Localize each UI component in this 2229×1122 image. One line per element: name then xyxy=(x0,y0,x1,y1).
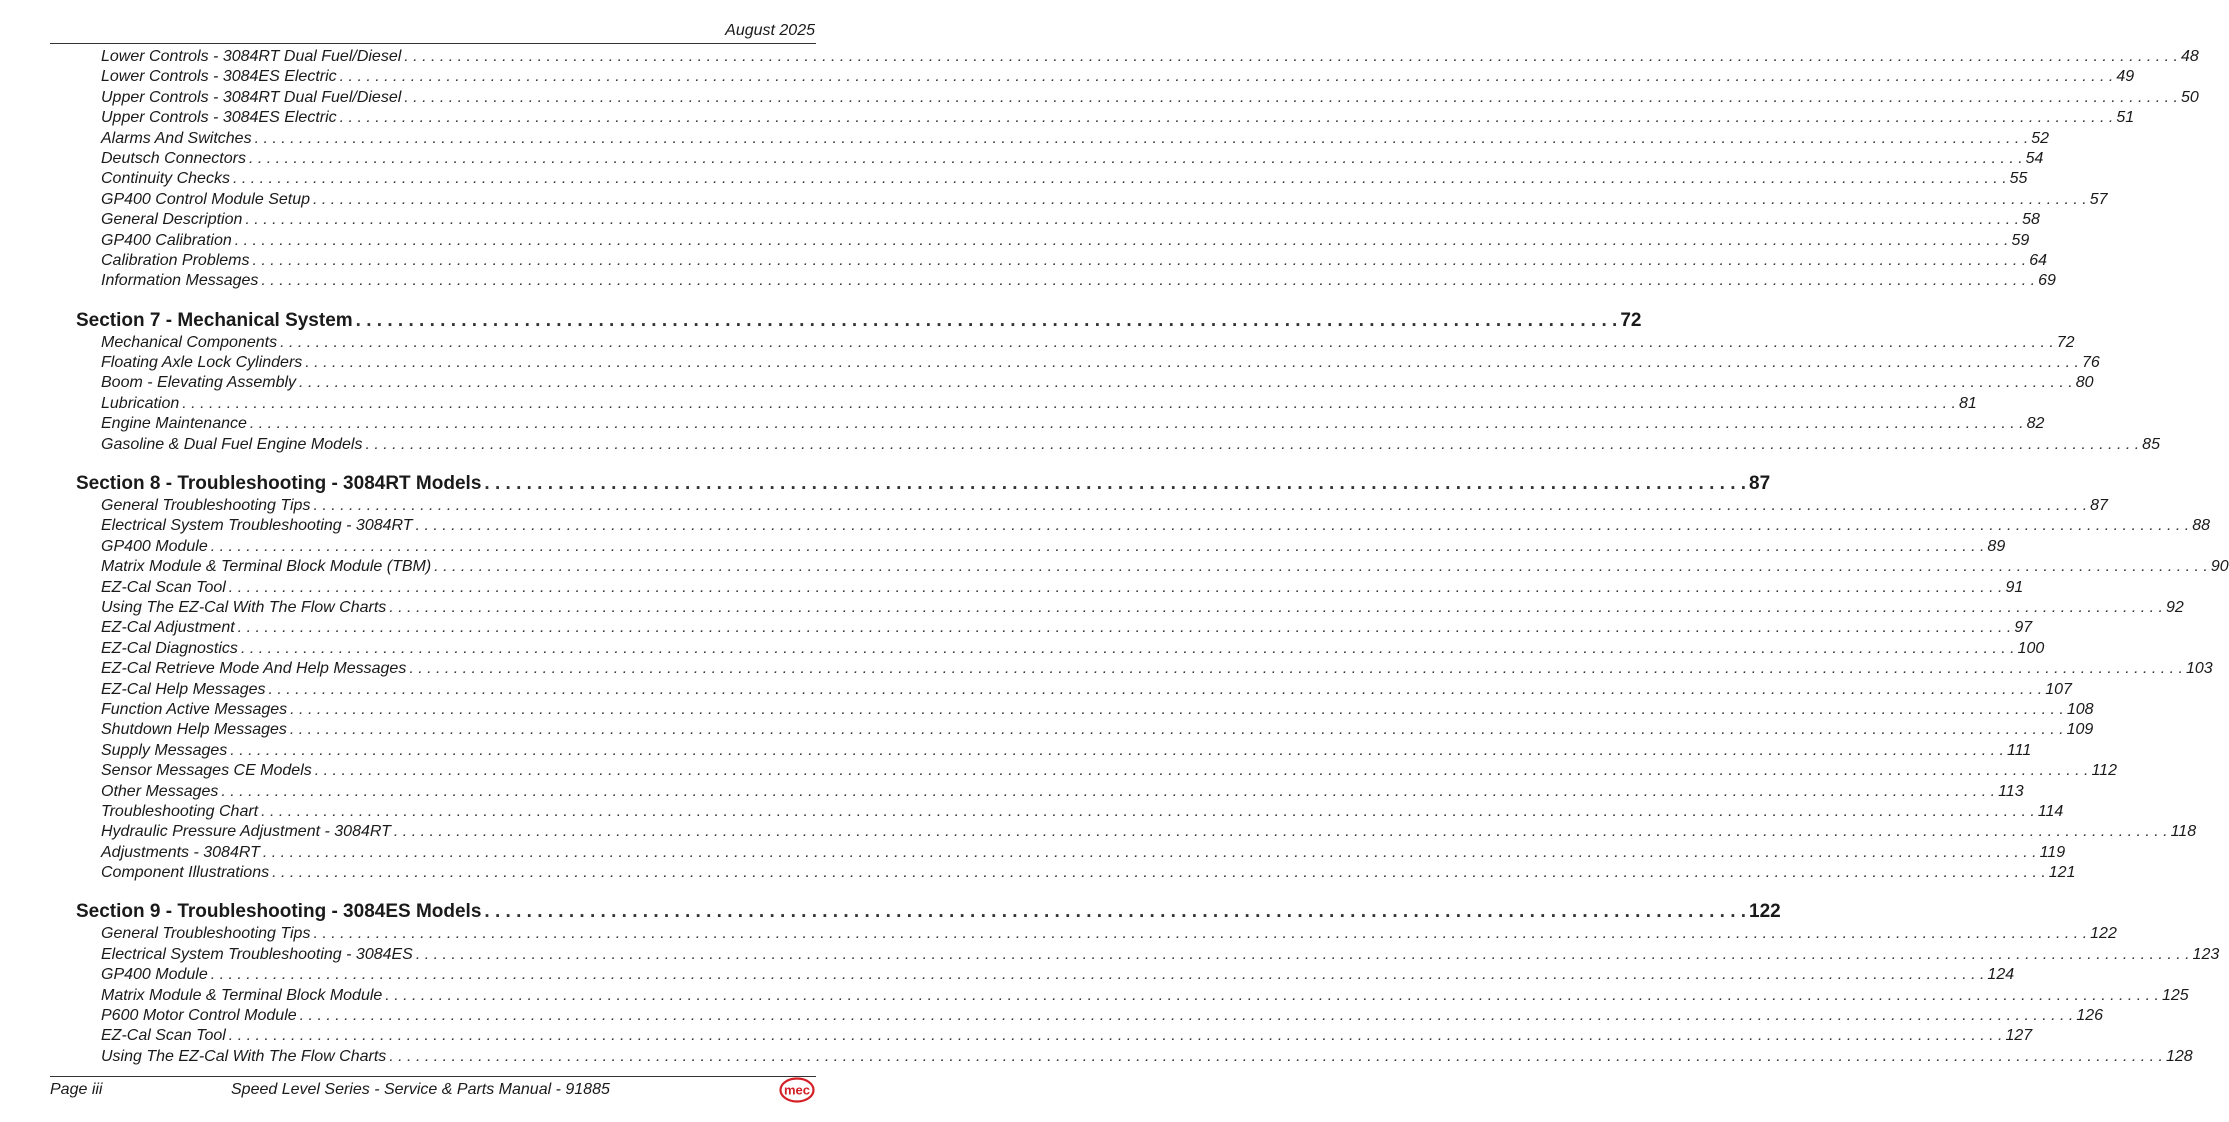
toc-entry[interactable] xyxy=(50,108,2135,128)
entry-page-number: 112 xyxy=(2091,762,2117,780)
dot-leader: . . . . . . . . . . . . . . . . . . . . . . . . . . . . . . . . . . . . . . . . . . . . . . . . . . . . . . . . . . . . . . . . . . . . . . . . . . . . . . . . . . . . . . . . . . . . . . . . . . . . . . . . . . . . . . . . . . . . . . . . . . . . . . . . . . . . . . . . . . . . . . . . . . . . . . . . . . . . . . . . . . . . . . . . . . . . . . . . . . . . . . . . . . . . . . . . . . . . . . . . xyxy=(240,639,2015,657)
entry-page-number: 119 xyxy=(2039,843,2066,861)
entry-title: EZ-Cal Help Messages xyxy=(101,680,266,698)
dot-leader: . . . . . . . . . . . . . . . . . . . . . . . . . . . . . . . . . . . . . . . . . . . . . . . . . . . . . . . . . . . . . . . . . . . . . . . . . . . . . . . . . . . . . . . . . . . . . . . . . . . . . . . . . . . . . . . . . . . . . . . . . . . . . . . . . . . . . . . . . . . . . . . . . . . . . . . . . . . . . . . . . . . . . . . . . . . . . . . . . . . . . . . . . . . . . . . . . . . . . . . . xyxy=(249,415,2024,433)
entry-page-number: 100 xyxy=(2017,639,2045,657)
toc-entry[interactable] xyxy=(50,802,2064,822)
toc-entry[interactable] xyxy=(50,945,2220,965)
entry-page-number: 85 xyxy=(2142,435,2160,453)
entry-title: Boom - Elevating Assembly xyxy=(101,374,297,392)
toc-entry[interactable] xyxy=(50,435,2160,455)
entry-title: Lower Controls - 3084RT Dual Fuel/Diesel xyxy=(101,48,402,65)
entry-page-number: 121 xyxy=(2048,864,2076,882)
toc-entry[interactable] xyxy=(50,720,2094,740)
entry-title: Other Messages xyxy=(101,782,219,800)
entry-title: Matrix Module & Terminal Block Module xyxy=(101,986,383,1004)
entry-title: Lower Controls - 3084ES Electric xyxy=(101,68,337,86)
entry-page-number: 52 xyxy=(2031,129,2050,147)
entry-title: Electrical System Troubleshooting - 3084ES xyxy=(101,945,413,963)
entry-title: Component Illustrations xyxy=(101,864,270,882)
entry-page-number: 81 xyxy=(1958,394,1977,412)
entry-page-number: 122 xyxy=(2090,925,2117,943)
footer-page-number: Page iii xyxy=(50,1081,103,1098)
dot-leader: . . . . . . . . . . . . . . . . . . . . . . . . . . . . . . . . . . . . . . . . . . . . . . . . . . . . . . . . . . . . . . . . . . . . . . . . . . . . . . . . . . . . . . . . . . . . . . . . . . . . . . . . . . . . . . . . . . . . . . . . . . . . . . . . . . . . . . . . . . . . . . . . . . . . . . . . . . . . . . . . . . . . . . . . . . . . . . . . . . . . . . . . . . . . . . . . . . . . . . . . xyxy=(182,394,1956,412)
entry-page-number: 50 xyxy=(2180,88,2199,106)
dot-leader: . . . . . . . . . . . . . . . . . . . . . . . . . . . . . . . . . . . . . . . . . . . . . . . . . . . . . . . . . . . . . . . . . . . . . . . . . . . . . . . . . . . . . . . . . . . . . . . . . . . . . . . . . . . . . . . . . . . . . . . . . . . . . . . . . . . . . . . . . . . . . . . . . . . . . . . . . . . . . . . . . . . . . . . . . . . . . . . . . . . . . . . . . . . . . . . . . . . . . . . . xyxy=(404,88,2178,106)
toc-entry[interactable] xyxy=(50,67,2135,87)
entry-title: Floating Axle Lock Cylinders xyxy=(101,354,303,372)
dot-leader: . . . . . . . . . . . . . . . . . . . . . . . . . . . . . . . . . . . . . . . . . . . . . . . . . . . . . . . . . . . . . . . . . . . . . . . . . . . . . . . . . . . . . . . . . . . . . . . . . . . . . . . . . . . . . . . . . . . . . . . . . . . . . . . . . . . . . . . . . . . . . . . . . . . . . . . . . . . . . . . . . . . . . . . . . . . . . . . . . . . . . . . . . . . . . . . . . . . . . . . . xyxy=(262,843,2037,861)
header-date: August 2025 xyxy=(725,22,815,39)
section-page-number: 122 xyxy=(1749,901,1781,923)
toc-entry[interactable] xyxy=(50,680,2072,700)
entry-page-number: 92 xyxy=(2165,598,2184,616)
toc-entry[interactable] xyxy=(50,761,2117,781)
entry-page-number: 113 xyxy=(1998,782,2024,800)
dot-leader: . . . . . . . . . . . . . . . . . . . . . . . . . . . . . . . . . . . . . . . . . . . . . . . . . . . . . . . . . . . . . . . . . . . . . . . . . . . . . . . . . . . . . . . . . . . . . . . . . . . . . . . . . . . . . . . . . . . . . . . . . . . . . . . . . . . . . . . . . . . . . . . . . . . . . . . . . . . . . . . . . . . . . . . . . . . . . . . . . . . . . . . . . . . . . . . . . . . . . . . . xyxy=(299,1007,2074,1025)
entry-page-number: 80 xyxy=(2075,374,2094,392)
entry-page-number: 55 xyxy=(2009,170,2028,188)
entry-page-number: 82 xyxy=(2026,415,2045,433)
table-of-contents xyxy=(50,47,2229,1067)
toc-entry[interactable] xyxy=(50,557,2229,577)
toc-entry[interactable] xyxy=(50,190,2108,210)
toc-entry[interactable] xyxy=(50,863,2076,883)
entry-page-number: 88 xyxy=(2192,517,2211,535)
entry-page-number: 128 xyxy=(2165,1047,2193,1065)
dot-leader: . . . . . . . . . . . . . . . . . . . . . . . . . . . . . . . . . . . . . . . . . . . . . . . . . . . . . . . . . . . . . . . . . . . . . . . . . . . . . . . . . . . . . . . . . . . . . . . . . . . . . . . . . . . . . . . . . . . . . . . . . . . . . . . . . . . . . . . . . . . . . . . . . . . . . . . . . . . . . . . . . . . . . . . . . . . . . . . . . . . . . . . . . . . . . . . . . . . . . . . . xyxy=(228,1027,2003,1045)
entry-title: EZ-Cal Diagnostics xyxy=(101,639,238,657)
dot-leader: . . . . . . . . . . . . . . . . . . . . . . . . . . . . . . . . . . . . . . . . . . . . . . . . . . . . . . . . . . . . . . . . . . . . . . . . . . . . . . . . . . . . . . . . . . . . . . . . . . . . . . . . . . . . . . . . . . . . . . . . . . . . . . . . . . . . . . . . . . . . . . . . . . . . . . . . . . . . . . . . . . . . . . . . . . . . . . . . . . . . . . . . . . . . . . . . . . . . . . . . xyxy=(305,354,2079,372)
entry-title: Gasoline & Dual Fuel Engine Models xyxy=(101,435,363,453)
entry-title: EZ-Cal Scan Tool xyxy=(101,578,226,596)
section-title: Section 8 - Troubleshooting - 3084RT Models xyxy=(76,473,482,495)
entry-page-number: 124 xyxy=(1987,966,2015,984)
entry-title: Deutsch Connectors xyxy=(101,149,246,167)
entry-page-number: 76 xyxy=(2081,354,2100,372)
entry-title: Calibration Problems xyxy=(101,251,250,269)
entry-page-number: 54 xyxy=(2025,149,2044,167)
toc-entry[interactable] xyxy=(50,639,2045,659)
dot-leader: . . . . . . . . . . . . . . . . . . . . . . . . . . . . . . . . . . . . . . . . . . . . . . . . . . . . . . . . . . . . . . . . . . . . . . . . . . . . . . . . . . . . . . . . . . . . . . . . . . . . . . . . . . . . . . . . . . . . . . . . . . . . . . . . . . . . . . . . . . . . . . . . . . . . . . . . . . . . . . . . . . . . . . . . . . . . . . . . . . . . . . . . . . . . . . . . . . . . . . . . xyxy=(404,48,2178,65)
entry-page-number: 97 xyxy=(2014,619,2033,637)
toc-entry[interactable] xyxy=(50,394,1977,414)
entry-title: Supply Messages xyxy=(101,741,228,759)
toc-entry[interactable] xyxy=(50,822,2197,842)
entry-title: Engine Maintenance xyxy=(101,415,247,433)
dot-leader: . . . . . . . . . . . . . . . . . . . . . . . . . . . . . . . . . . . . . . . . . . . . . . . . . . . . . . . . . . . . . . . . . . . . . . . . . . . . . . . . . . . . . . . . . . . . . . . . . . . . . . . . . . . . . . . . . . . . . . . . . . . . . . . . . . . . . . . . . . . . . . . . . . . . . . . . . . . . . . . . . . . . . . . . . . . . . . . . . . . . . . . . . . . . . . . . . . . . . . . . xyxy=(234,231,2009,249)
dot-leader: . . . . . . . . . . . . . . . . . . . . . . . . . . . . . . . . . . . . . . . . . . . . . . . . . . . . . . . . . . . . . . . . . . . . . . . . . . . . . . . . . . . . . . . . . . . . . . . . . . . . . . . . . . . . . . . . . . . . . . . . . . . . . . . . . . . . . . . . . . . . . . . . . . . . . . . . . . . . . . . . . . . . . . . . . . . . . . . . . . . . . . . . . . . . . . . . . . . . . . . . xyxy=(314,762,2089,780)
dot-leader: . . . . . . . . . . . . . . . . . . . . . . . . . . . . . . . . . . . . . . . . . . . . . . . . . . . . . . . . . . . . . . . . . . . . . . . . . . . . . . . . . . . . . . . . . . . . . . . . . . . . . . . . . . . . . . . . . . . . . . . . xyxy=(355,309,1618,331)
logo-text: mec xyxy=(783,1082,811,1098)
toc-entry[interactable] xyxy=(50,333,2075,353)
dot-leader: . . . . . . . . . . . . . . . . . . . . . . . . . . . . . . . . . . . . . . . . . . . . . . . . . . . . . . . . . . . . . . . . . . . . . . . . . . . . . . . . . . . . . . . . . . . . . . . . . . . . . . . . . . . . . . . . . . . . . . . . . . . . . . . . . . . . . . . . . . . . . . . . . . . . . . . . . . . . . . . . . . . . . . . . . . . . . . . . . . . . . . . . . . . . . . . . . . . . . . . . xyxy=(228,578,2003,596)
entry-title: Information Messages xyxy=(101,272,259,290)
entry-page-number: 118 xyxy=(2170,823,2197,841)
entry-title: EZ-Cal Scan Tool xyxy=(101,1027,226,1045)
toc-section-heading[interactable] xyxy=(50,309,1642,333)
mec-logo-icon xyxy=(779,1077,815,1103)
entry-title: Mechanical Components xyxy=(101,333,278,351)
dot-leader: . . . . . . . . . . . . . . . . . . . . . . . . . . . . . . . . . . . . . . . . . . . . . . . . . . . . . . . . . . . . . . . . . . . . . . . . . . . . . . . . . . . . . . . . . . . . . . . . . . . . . . . . . . . . . . . . . . . . . . . . . . . . . . . . . . . . . . . . . . . . . . . . . . . . . . . . . . . . . . . . . . . . . . . . . . . . . . . . . . . . . . . . . . . . . . . . . . . . . . . . xyxy=(237,619,2012,637)
entry-page-number: 87 xyxy=(2090,497,2108,515)
entry-title: Function Active Messages xyxy=(101,700,288,718)
toc-entry[interactable] xyxy=(50,782,2024,802)
entry-page-number: 90 xyxy=(2210,558,2229,576)
entry-page-number: 125 xyxy=(2161,986,2189,1004)
dot-leader: . . . . . . . . . . . . . . . . . . . . . . . . . . . . . . . . . . . . . . . . . . . . . . . . . . . . . . . . . . . . . . . . . . . . . . . . . . . . . . . . . . . . . . . . . . . . . . . . . . . . . . . . . . . . . . . . . . . . . . . . . . . . . . . . . . . . . . . . . . . . . . . . . . . . . . . . . . . . . . . . . . . . . . . . . . . . . . . . . . . . . . . . . . . . . . . . . . . . . . . . xyxy=(339,68,2114,86)
dot-leader: . . . . . . . . . . . . . . . . . . . . . . . . . . . . . . . . . . . . . . . . . . . . . . . . . . . . . . . . . . . . . . . . . . . . . . . . . . . . . . . . . . . . . . . . . . . . . . . . . . . . . . . . . . . . . . . . . . . . . . . . . . . . . . . . . . . . . . . . . . . . . . . . . . . . . . . . . . . . . . . . . . . . . . . . . . . . . . . . . . . . . . . . . . . . . . . . . . . . . . . . xyxy=(272,864,2046,882)
entry-page-number: 48 xyxy=(2180,48,2199,65)
entry-page-number: 126 xyxy=(2076,1007,2104,1025)
toc-entry[interactable] xyxy=(50,210,2040,230)
dot-leader: . . . . . . . . . . . . . . . . . . . . . . . . . . . . . . . . . . . . . . . . . . . . . . . . . . . . . . . . . . . . . . . . . . . . . . . . . . . . . . . . . . . . . . . . . . . . . . . . . . . . . . . . . . . . . . . . . . . . . . . . . . . . . . . . . . . . . . . . . . . . . . . . . . . . . . . . . . . . . . . . . . . . . . . . . . . . . . . . . . . . . . . . . . . . . . . . . . . . . . . . xyxy=(232,170,2007,188)
dot-leader: . . . . . . . . . . . . . . . . . . . . . . . . . . . . . . . . . . . . . . . . . . . . . . . . . . . . . . . . . . . . . . . . . . . . . . . . . . . . . . . . . . . . . . . . . . . . . . . . . . . . . . . . . . . . . . . . . . . . . . . . . . . . . . . . . . . . . . . . . . . . . . . . . . . . . . . . . . . . . . . . . . . . . . . . . . . . . . . . . . . . . . . . . . . . . . . . . . . . . . . . xyxy=(289,721,2064,739)
entry-page-number: 123 xyxy=(2192,945,2220,963)
entry-title: Adjustments - 3084RT xyxy=(101,843,260,861)
section-page-number: 87 xyxy=(1749,473,1771,495)
entry-title: Continuity Checks xyxy=(101,170,230,188)
dot-leader: . . . . . . . . . . . . . . . . . . . . . . . . . . . . . . . . . . . . . . . . . . . . . . . . . . . . . . . . . . . . . . . . . . . . . . . . . . . . . . . . . . . . . . . . . . . . . . . . . . . . . . . . . . . . . . . . . . . . . . . . . . . . . . . . . . . . . . . . . . . . . . . . . . . . . . . . . . . . . . . . . . . . . . . . . . . . . . . . . . . . . . . . . . . . . . . . . . . . . . . . xyxy=(261,802,2035,820)
toc-entry[interactable] xyxy=(50,149,2044,169)
toc-section-heading[interactable] xyxy=(50,472,1771,496)
dot-leader: . . . . . . . . . . . . . . . . . . . . . . . . . . . . . . . . . . . . . . . . . . . . . . . . . . . . . . . . . . . . . . . . . . . . . . . . . . . . . . . . . . . . . . . . . . . . . . . . . . . . . . . . . . . . . . . . . . . . . . . . . . . . . . . . . . . . . . . . . . . . . . . . . . . . . . . . . . . . . . . . . . . . . . . . . . . . . . . . . . . . . . . . . . . . . . . . . . . . . . . . xyxy=(245,211,2020,229)
toc-entry[interactable] xyxy=(50,986,2189,1006)
toc-entry[interactable] xyxy=(50,271,2056,291)
dot-leader: . . . . . . . . . . . . . . . . . . . . . . . . . . . . . . . . . . . . . . . . . . . . . . . . . . . . . . . . . . . . . . . . . . . . . . . . . . . . . . . . . . . . . . . . . . . . . . . . . . . . . . . . . . . . . . . . . . . . . . . . . . . . . . . . . . . . . . . . . . . . . . . . . . . . . . . . . . . . . . . . . . . . . . . . . . . . . . . . . . . . . . . . . . . . . . . . . . . . . . . . xyxy=(248,149,2023,167)
dot-leader: . . . . . . . . . . . . . . . . . . . . . . . . . . . . . . . . . . . . . . . . . . . . . . . . . . . . . . . . . . . . . . . . . . . . . . . . . . . . . . . . . . . . . . . . . . . . . . . . . . . . . . . . . . . . . . . . . . . . . . . . . . . . . . . . . . . . . . . . . . . . . . . . . . . . . . . . . . . . . . . . . . . . . . . . . . . . . . . . . . . . . . . . . . . . . . . . . . . . . . . . xyxy=(415,945,2190,963)
dot-leader: . . . . . . . . . . . . . . . . . . . . . . . . . . . . . . . . . . . . . . . . . . . . . . . . . . . . . . . . . . . . . . . . . . . . . . . . . . . . . . . . . . . . . . . . . . . . . . . . . . . . . . . . . . . . . . . . . . . . . . . . . . . . . . . . . . . . . . . . . . . . . . . . . . . . . . . . . . . . . . . . . . . . . . . . . . . . . . . . . . . . . . . . . . . . . . . . . . . . . . . . xyxy=(261,272,2036,290)
dot-leader: . . . . . . . . . . . . . . . . . . . . . . . . . . . . . . . . . . . . . . . . . . . . . . . . . . . . . . . . . . . . . . . . . . . . . . . . . . . . . . . . . . . . . . . . . . . . . . . . . . . . . . . . . . . . . . . . . . . . . . . . . . . . . . . . . . . . . . . . . . . . . . . . . . . . . . . . . . . . . . . . . . . . . . . . . . . . . . . . . . . . . . . . . . . . . . . . . . . . . . . . xyxy=(230,741,2004,759)
entry-title: Troubleshooting Chart xyxy=(101,802,259,820)
toc-entry[interactable] xyxy=(50,924,2117,944)
entry-page-number: 89 xyxy=(1987,537,2006,555)
entry-page-number: 91 xyxy=(2005,578,2024,596)
dot-leader: . . . . . . . . . . . . . . . . . . . . . . . . . . . . . . . . . . . . . . . . . . . . . . . . . . . . . . . . . . . . . . . . . . . . . . . . . . . . . . . . . . . . . . . . . . . . . . . . . . . . . . . . . . . . . . . . . . . . . . . . . . . . . . . . . . . . . . . . . . . . . . . . . . . . . . . . . . . . . . . . . . . . . . . . . . . . . . . . . . . . . . . . . . . . . . . . . . . . . . . . xyxy=(290,700,2064,718)
toc-entry[interactable] xyxy=(50,1026,2033,1046)
entry-page-number: 108 xyxy=(2066,700,2094,718)
dot-leader: . . . . . . . . . . . . . . . . . . . . . . . . . . . . . . . . . . . . . . . . . . . . . . . . . . . . . . . . . . . . . . . . . . . . . . . . . . . . . . . . . . . . . . . . . . . . . . . . . . . . . . . . . . . . . . . . . . . . . . . . . . . . . . . . . . . . . . . . . . . . . . . . . . . . . . . . . . . . . . . . . . . . . . . . . . . . . . . . . . . . . . . . . . . . . . . . . . . . . . . . xyxy=(210,537,1985,555)
toc-entry[interactable] xyxy=(50,700,2094,720)
entry-page-number: 64 xyxy=(2029,251,2047,269)
dot-leader: . . . . . . . . . . . . . . . . . . . . . . . . . . . . . . . . . . . . . . . . . . . . . . . . . . . . . . . . . . . . . . . . . . . . . . . . . . . . . . . . . . . . . . . . . . . . . . . . . . . . . . . . . . . . . . . . . . . . . . . . . . . . . . . . . . . . . . . . . . . . . . . . . . . . . . . . . . . . . . . . . . . . . . . . . . . . . . . . . . . . . . . . . . . . . . . . . . . . . . . . xyxy=(299,374,2073,392)
dot-leader: . . . . . . . . . . . . . . . . . . . . . . . . . . . . . . . . . . . . . . . . . . . . . . . . . . . . . . . . . . . . . . . . . . . . . . . . . . . . . . . . . . . . . . . . . . . . . . . . . . . . . . . . . . . . . . . . . . . . . . . . . . . . . . . . . . . . . . . . . . . . . . . . . . . . . . . . . . . . . . . . . . . . . . . . . . . . . . . . . . . . . . . . . . . . . . . . . . . . . . . . xyxy=(415,517,2190,535)
toc-entry[interactable] xyxy=(50,496,2108,516)
toc-section-heading[interactable] xyxy=(50,900,1781,924)
entry-page-number: 51 xyxy=(2116,109,2135,127)
entry-title: Electrical System Troubleshooting - 3084RT xyxy=(101,517,413,535)
toc-entry[interactable] xyxy=(50,516,2211,536)
entry-title: Upper Controls - 3084ES Electric xyxy=(101,109,337,127)
entry-title: GP400 Module xyxy=(101,537,208,555)
dot-leader: . . . . . . . . . . . . . . . . . . . . . . . . . . . . . . . . . . . . . . . . . . . . . . . . . . . . . . . . . . . . . . . . . . . . . . . . . . . . . . . . . . . . . . . . . . . . . . . . . . . . . . . . . . . . . . . . . . . . . . . . . . . . . . . . . . . . . . . . . . . . . . . . . . . . . . . . . . . . . . . . . . . . . . . . . . . . . . . . . . . . . . . . . . . . . . . . . . . . . . . . xyxy=(365,435,2140,453)
entry-title: EZ-Cal Adjustment xyxy=(101,619,235,637)
entry-page-number: 103 xyxy=(2186,660,2213,678)
footer-manual-title: Speed Level Series - Service & Parts Manual - 91885 xyxy=(231,1081,610,1098)
entry-title: General Troubleshooting Tips xyxy=(101,497,311,515)
dot-leader: . . . . . . . . . . . . . . . . . . . . . . . . . . . . . . . . . . . . . . . . . . . . . . . . . . . . . . . . . . . . . . . . . . . . . . . . . . . . . . . . . . . . . . . . . . . . . . . . . . . . . . . . . . . . . . . . . . . . . . . . . . . . . . . . . . . . . . . . . . . . . . . . . . . . . . . . . . . . . . . . . . . . . . . . . . . . . . . . . . . . . . . . . . . . . . . . . . . . . . . . xyxy=(313,925,2088,943)
dot-leader: . . . . . . . . . . . . . . . . . . . . . . . . . . . . . . . . . . . . . . . . . . . . . . . . . . . . . . . . . . . . . . . . . . . . . . . . . . . . . . . . . . . . . . . . . . . . . . . . . . . . . . . . . . . . . . . . . . . . . . . . . . . . . . . . . . . . . . . . . . . . . . . . . . . . . . . . . . . . . . . . . . . . . . . . . . . . . . . . . . . . . . . . . . . . . . . . . . . . . . . . xyxy=(409,660,2183,678)
dot-leader: . . . . . . . . . . . . . . . . . . . . . . . . . . . . . . . . . . . . . . . . . . . . . . . . . . . . . . . . . . . . . . . . . . . . . . . . . . . . . . . . . . . . . . . . . . . . . . . . . . . . . . . . . . . . . . . . . . . . . . . . . . . . . . . . . . . . . . . . . . . . . . . . . . . . . . . . . . . . . . . . . . . . . . . . . . . . . . . . . . . . . . . . . . . . . . . . . . . . . . . . xyxy=(313,497,2088,515)
entry-title: GP400 Control Module Setup xyxy=(101,190,311,208)
entry-page-number: 114 xyxy=(2037,802,2064,820)
toc-entry[interactable] xyxy=(50,843,2066,863)
toc-entry[interactable] xyxy=(50,373,2094,393)
header-divider xyxy=(50,43,816,44)
toc-entry[interactable] xyxy=(50,598,2184,618)
entry-page-number: 111 xyxy=(2006,741,2032,759)
dot-leader: . . . . . . . . . . . . . . . . . . . . . . . . . . . . . . . . . . . . . . . . . . . . . . . . . . . . . . . . . . . . . . . . . . . . . . . . . . . . . . . . . . . . . . . . . . . . . . . . . . . . . . . . . . . . . . . . . . . . . . . . xyxy=(484,901,1747,923)
entry-page-number: 107 xyxy=(2045,680,2072,698)
dot-leader: . . . . . . . . . . . . . . . . . . . . . . . . . . . . . . . . . . . . . . . . . . . . . . . . . . . . . . . . . . . . . . . . . . . . . . . . . . . . . . . . . . . . . . . . . . . . . . . . . . . . . . . . . . . . . . . . . . . . . . . . . . . . . . . . . . . . . . . . . . . . . . . . . . . . . . . . . . . . . . . . . . . . . . . . . . . . . . . . . . . . . . . . . . . . . . . . . . . . . . . . xyxy=(252,251,2027,269)
entry-title: General Troubleshooting Tips xyxy=(101,925,311,943)
entry-title: Sensor Messages CE Models xyxy=(101,762,312,780)
toc-entry[interactable] xyxy=(50,88,2199,108)
dot-leader: . . . . . . . . . . . . . . . . . . . . . . . . . . . . . . . . . . . . . . . . . . . . . . . . . . . . . . . . . . . . . . . . . . . . . . . . . . . . . . . . . . . . . . . . . . . . . . . . . . . . . . . . . . . . . . . . . . . . . . . . . . . . . . . . . . . . . . . . . . . . . . . . . . . . . . . . . . . . . . . . . . . . . . . . . . . . . . . . . . . . . . . . . . . . . . . . . . . . . . . . xyxy=(393,823,2168,841)
entry-page-number: 109 xyxy=(2066,721,2094,739)
entry-title: Matrix Module & Terminal Block Module (TBM) xyxy=(101,558,432,576)
entry-page-number: 69 xyxy=(2038,272,2056,290)
dot-leader: . . . . . . . . . . . . . . . . . . . . . . . . . . . . . . . . . . . . . . . . . . . . . . . . . . . . . . . . . . . . . . . . . . . . . . . . . . . . . . . . . . . . . . . . . . . . . . . . . . . . . . . . . . . . . . . . . . . . . . . . . . . . . . . . . . . . . . . . . . . . . . . . . . . . . . . . . . . . . . . . . . . . . . . . . . . . . . . . . . . . . . . . . . . . . . . . . . . . . . . . xyxy=(221,782,1996,800)
toc-entry[interactable] xyxy=(50,231,2030,251)
toc-entry[interactable] xyxy=(50,353,2100,373)
dot-leader: . . . . . . . . . . . . . . . . . . . . . . . . . . . . . . . . . . . . . . . . . . . . . . . . . . . . . . . . . . . . . . . . . . . . . . . . . . . . . . . . . . . . . . . . . . . . . . . . . . . . . . . . . . . . . . . . . . . . . . . . . . . . . . . . . . . . . . . . . . . . . . . . . . . . . . . . . . . . . . . . . . . . . . . . . . . . . . . . . . . . . . . . . . . . . . . . . . . . . . . . xyxy=(313,190,2087,208)
toc-entry[interactable] xyxy=(50,618,2033,638)
toc-entry[interactable] xyxy=(50,1006,2104,1026)
toc-entry[interactable] xyxy=(50,251,2047,271)
entry-page-number: 72 xyxy=(2056,333,2075,351)
toc-entry[interactable] xyxy=(50,965,2015,985)
entry-title: GP400 Calibration xyxy=(101,231,232,249)
toc-entry[interactable] xyxy=(50,537,2006,557)
dot-leader: . . . . . . . . . . . . . . . . . . . . . . . . . . . . . . . . . . . . . . . . . . . . . . . . . . . . . . . . . . . . . . . . . . . . . . . . . . . . . . . . . . . . . . . . . . . . . . . . . . . . . . . . . . . . . . . . . . . . . . . . . . . . . . . . . . . . . . . . . . . . . . . . . . . . . . . . . . . . . . . . . . . . . . . . . . . . . . . . . . . . . . . . . . . . . . . . . . . . . . . . xyxy=(268,680,2043,698)
entry-title: EZ-Cal Retrieve Mode And Help Messages xyxy=(101,660,407,678)
entry-title: Upper Controls - 3084RT Dual Fuel/Diesel xyxy=(101,88,402,106)
toc-entry[interactable] xyxy=(50,1047,2193,1067)
entry-title: Using The EZ-Cal With The Flow Charts xyxy=(101,598,387,616)
entry-title: Shutdown Help Messages xyxy=(101,721,287,739)
dot-leader: . . . . . . . . . . . . . . . . . . . . . . . . . . . . . . . . . . . . . . . . . . . . . . . . . . . . . . . . . . . . . . . . . . . . . . . . . . . . . . . . . . . . . . . . . . . . . . . . . . . . . . . . . . . . . . . . . . . . . . . . . . . . . . . . . . . . . . . . . . . . . . . . . . . . . . . . . . . . . . . . . . . . . . . . . . . . . . . . . . . . . . . . . . . . . . . . . . . . . . . . xyxy=(389,598,2163,616)
section-page-number: 72 xyxy=(1620,309,1642,331)
entry-title: GP400 Module xyxy=(101,966,208,984)
entry-title: Lubrication xyxy=(101,394,180,412)
toc-entry[interactable] xyxy=(50,578,2024,598)
dot-leader: . . . . . . . . . . . . . . . . . . . . . . . . . . . . . . . . . . . . . . . . . . . . . . . . . . . . . . . . . . . . . . . . . . . . . . . . . . . . . . . . . . . . . . . . . . . . . . . . . . . . . . . . . . . . . . . . . . . . . . . . . . . . . . . . . . . . . . . . . . . . . . . . . . . . . . . . . . . . . . . . . . . . . . . . . . . . . . . . . . . . . . . . . . . . . . . . . . . . . . . . xyxy=(339,109,2114,127)
entry-title: Using The EZ-Cal With The Flow Charts xyxy=(101,1047,387,1065)
dot-leader: . . . . . . . . . . . . . . . . . . . . . . . . . . . . . . . . . . . . . . . . . . . . . . . . . . . . . . . . . . . . . . . . . . . . . . . . . . . . . . . . . . . . . . . . . . . . . . . . . . . . . . . . . . . . . . . . . . . . . . . . . . . . . . . . . . . . . . . . . . . . . . . . . . . . . . . . . . . . . . . . . . . . . . . . . . . . . . . . . . . . . . . . . . . . . . . . . . . . . . . . xyxy=(280,333,2054,351)
entry-page-number: 49 xyxy=(2116,68,2135,86)
toc-entry[interactable] xyxy=(50,169,2028,189)
footer-divider xyxy=(50,1076,816,1077)
entry-page-number: 58 xyxy=(2022,211,2040,229)
section-title: Section 7 - Mechanical System xyxy=(76,309,353,331)
entry-title: P600 Motor Control Module xyxy=(101,1007,297,1025)
entry-page-number: 57 xyxy=(2089,190,2108,208)
dot-leader: . . . . . . . . . . . . . . . . . . . . . . . . . . . . . . . . . . . . . . . . . . . . . . . . . . . . . . . . . . . . . . . . . . . . . . . . . . . . . . . . . . . . . . . . . . . . . . . . . . . . . . . . . . . . . . . . . . . . . . . . . . . . . . . . . . . . . . . . . . . . . . . . . . . . . . . . . . . . . . . . . . . . . . . . . . . . . . . . . . . . . . . . . . . . . . . . . . . . . . . . xyxy=(385,986,2159,1004)
toc-entry[interactable] xyxy=(50,414,2045,434)
entry-page-number: 59 xyxy=(2011,231,2030,249)
entry-page-number: 127 xyxy=(2005,1027,2033,1045)
entry-title: General Description xyxy=(101,211,243,229)
entry-title: Hydraulic Pressure Adjustment - 3084RT xyxy=(101,823,391,841)
dot-leader: . . . . . . . . . . . . . . . . . . . . . . . . . . . . . . . . . . . . . . . . . . . . . . . . . . . . . . . . . . . . . . . . . . . . . . . . . . . . . . . . . . . . . . . . . . . . . . . . . . . . . . . . . . . . . . . . . . . . . . . . . . . . . . . . . . . . . . . . . . . . . . . . . . . . . . . . . . . . . . . . . . . . . . . . . . . . . . . . . . . . . . . . . . . . . . . . . . . . . . . . xyxy=(210,966,1985,984)
entry-title: Alarms And Switches xyxy=(101,129,252,147)
dot-leader: . . . . . . . . . . . . . . . . . . . . . . . . . . . . . . . . . . . . . . . . . . . . . . . . . . . . . . . . . . . . . . . . . . . . . . . . . . . . . . . . . . . . . . . . . . . . . . . . . . . . . . . . . . . . . . . . . . . . . . . . . . . . . . . . . . . . . . . . . . . . . . . . . . . . . . . . . . . . . . . . . . . . . . . . . . . . . . . . . . . . . . . . . . . . . . . . . . . . . . . . xyxy=(389,1047,2163,1065)
dot-leader: . . . . . . . . . . . . . . . . . . . . . . . . . . . . . . . . . . . . . . . . . . . . . . . . . . . . . . . . . . . . . . . . . . . . . . . . . . . . . . . . . . . . . . . . . . . . . . . . . . . . . . . . . . . . . . . . . . . . . . . . xyxy=(484,473,1747,495)
toc-entry[interactable] xyxy=(50,47,2199,67)
toc-entry[interactable] xyxy=(50,741,2032,761)
section-title: Section 9 - Troubleshooting - 3084ES Models xyxy=(76,901,482,923)
toc-entry[interactable] xyxy=(50,129,2050,149)
dot-leader: . . . . . . . . . . . . . . . . . . . . . . . . . . . . . . . . . . . . . . . . . . . . . . . . . . . . . . . . . . . . . . . . . . . . . . . . . . . . . . . . . . . . . . . . . . . . . . . . . . . . . . . . . . . . . . . . . . . . . . . . . . . . . . . . . . . . . . . . . . . . . . . . . . . . . . . . . . . . . . . . . . . . . . . . . . . . . . . . . . . . . . . . . . . . . . . . . . . . . . . . xyxy=(254,129,2029,147)
dot-leader: . . . . . . . . . . . . . . . . . . . . . . . . . . . . . . . . . . . . . . . . . . . . . . . . . . . . . . . . . . . . . . . . . . . . . . . . . . . . . . . . . . . . . . . . . . . . . . . . . . . . . . . . . . . . . . . . . . . . . . . . . . . . . . . . . . . . . . . . . . . . . . . . . . . . . . . . . . . . . . . . . . . . . . . . . . . . . . . . . . . . . . . . . . . . . . . . . . . . . . . . xyxy=(434,558,2208,576)
toc-entry[interactable] xyxy=(50,659,2213,679)
